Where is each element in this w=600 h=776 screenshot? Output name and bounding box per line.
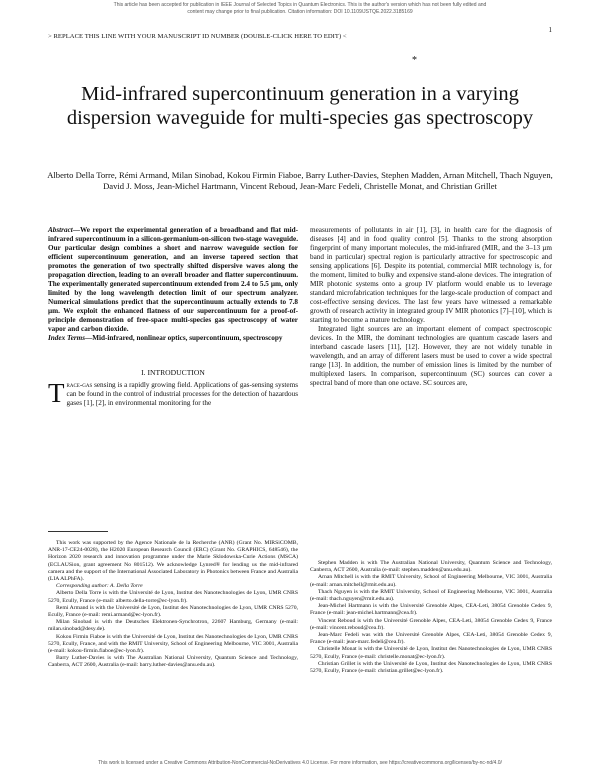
footnote-divider <box>48 531 108 532</box>
footnotes-right <box>310 560 552 675</box>
publication-notice-line2: content may change prior to final publication. Citation information: DOI 10.1109/JSTQE.2022.3185169 <box>187 9 413 15</box>
abstract-text: —We report the experimental generation of a broadband and flat mid-infrared supercontinuum in a silicon-germanium-on-silicon two-stage waveguide. Our particular design combines a short and narrow waveguide section for efficient supercontinuum generation, and an inverse tapered section that promotes the generation of two spectrally shifted dispersive waves along the propagation direction, leading to an overall broader and flatter supercontinuum. The experimentally generated supercontinuum extended from 2.4 to 5.5 µm, only limited by the long wavelength detection limit of our spectrum analyzer. Numerical simulations predict that the supercontinuum actually extends to 7.8 µm. We exploit the enhanced flatness of our supercontinuum for a proof-of-principle demonstration of free-space multi-species gas spectroscopy of water vapor and carbon dioxide. <box>48 226 298 333</box>
paper-title: Mid-infrared supercontinuum generation in a varying dispersion waveguide for multi-species gas spectroscopy <box>66 83 534 129</box>
asterisk-mark: * <box>412 55 417 66</box>
abstract <box>48 226 298 334</box>
body-paragraph: measurements of pollutants in air [1], [3], in health care for the diagnosis of diseases [4] and in food quality control [5]. Thanks to the strong absorption fingerprint of many important molecules, the mid-infrared (MIR, and the 3–13 µm band in particular) spectral region is particularly attractive for spectroscopic and sensing applications [6]. Despite its potential, commercial MIR technology is, for the moment, limited to bulky and expensive stand-alone devices. The integration of MIR photonic systems onto a group IV platform would enable us to leverage standard microfabrication techniques for the large-scale production of compact and cost-effective sensing devices. The last few years have witnessed a remarkable growth of research activity in integrated group IV MIR photonics [7]–[10], which is starting to become a mature technology. <box>310 226 552 324</box>
footnote: Corresponding author: A. Della Torre <box>56 583 143 590</box>
right-column-body <box>310 226 552 388</box>
footnote: Christelle Monat is with the Université de Lyon, Institut des Nanotechnologies de Lyon, UMR CNRS 5270, Ecully, France (e-mail: christelle.monat@ec-lyon.fr). <box>310 646 552 660</box>
footnote: Milan Sinobad is with the Deutsches Elektronen-Synchrotron, 22607 Hamburg, Germany (e-mail: milan.sinobad@desy.de). <box>48 619 298 633</box>
manuscript-id-placeholder[interactable]: > REPLACE THIS LINE WITH YOUR MANUSCRIPT ID NUMBER (DOUBLE-CLICK HERE TO EDIT) < <box>48 33 347 40</box>
footnote: Jean-Michel Hartmann is with the Université Grenoble Alpes, CEA-Leti, 38054 Grenoble Cedex 9, France (e-mail: jean-michel.hartmann@cea.fr). <box>310 603 552 617</box>
footnote: Jean-Marc Fedeli was with the Université Grenoble Alpes, CEA-Leti, 38054 Grenoble Cedex 9, France (e-mail: jean-marc.fedeli@cea.fr). <box>310 632 552 646</box>
section-heading: I. INTRODUCTION <box>141 368 205 377</box>
footnotes-left <box>48 540 298 670</box>
publication-notice-line1: This article has been accepted for publication in IEEE Journal of Selected Topics in Quantum Electronics. This is the author's version which has not been fully edited and <box>113 2 487 8</box>
footnote: Thach Nguyen is with the RMIT University, School of Engineering Melbourne, VIC 3001, Australia (e-mail: thach.nguyen@rmit.edu.au). <box>310 588 552 603</box>
footnote: Barry Luther-Davies is with The Australian National University, Quantum Science and Technology, Canberra, ACT 2600, Australia (e-mail: barry.luther-davies@anu.edu.au). <box>48 655 298 669</box>
footnote: Christian Grillet is with the Université de Lyon, Institut des Nanotechnologies de Lyon, UMR CNRS 5270, Ecully, France (e-mail: christian.grillet@ec-lyon.fr). <box>310 660 552 675</box>
index-terms-label: Index Terms <box>48 334 86 342</box>
publication-notice <box>0 2 600 16</box>
footnote: Arnan Mitchell is with the RMIT University, School of Engineering Melbourne, VIC 3001, Australia (e-mail: arnan.mitchell@rmit.edu.au). <box>310 574 552 588</box>
drop-cap: T <box>48 378 65 408</box>
footnote: Remi Armand is with the Université de Lyon, Institut des Nanotechnologies de Lyon, UMR CNRS 5270, Ecully, France (e-mail: remi.armand@ec-lyon.fr). <box>48 604 298 619</box>
body-paragraph: Integrated light sources are an important element of compact spectroscopic devices. In the MIR, the dominant technologies are quantum cascade lasers and interband cascade lasers [11], [12]. However, they are not widely tunable in wavelength, and an array of different lasers must be used to cover a wide spectral range [13]. In addition, the number of emission lines is limited by the number of multiplexed lasers. In comparison, supercontinuum (SC) sources can cover a spectral band of more than one octave. SC sources are, <box>310 325 552 387</box>
footnote: Alberto Della Torre is with the Université de Lyon, Institut des Nanotechnologies de Lyon, UMR CNRS 5270, Ecully, France (e-mail: alberto.della-torre@ec-lyon.fr). <box>48 590 298 604</box>
author-list: Alberto Della Torre, Rémi Armand, Milan Sinobad, Kokou Firmin Fiaboe, Barry Luther-Davies, Stephen Madden, Arnan Mitchell, Thach Nguyen, David J. Moss, Jean-Michel Hartmann, Vincent Reboud, Jean-Marc Fedeli, Christelle Monat, and Christian Grillet <box>47 170 553 192</box>
page-number: 1 <box>548 26 552 34</box>
abstract-label: Abstract <box>48 226 73 234</box>
intro-text: sensing is a rapidly growing field. Applications of gas-sensing systems can be found in the control of industrial processes for the detection of hazardous gases [1], [2], in environmental monitoring for the <box>66 381 298 407</box>
footnote: Vincent Reboud is with the Université Grenoble Alpes, CEA-Leti, 38054 Grenoble Cedex 9, France (e-mail: vincent.reboud@cea.fr). <box>310 617 552 631</box>
footnote: Kokou Firmin Fiaboe is with the Université de Lyon, Institut des Nanotechnologies de Lyon, UMR CNRS 5270, Ecully, France, and with the RMIT University, School of Engineering Melbourne, VIC 3001, Australia (e-mail: kokou-firmin.fiaboe@ec-lyon.fr). <box>48 633 298 655</box>
footnote: Stephen Madden is with The Australian National University, Quantum Science and Technology, Canberra, ACT 2600, Australia (e-mail: stephen.madden@anu.edu.au). <box>310 560 552 574</box>
introduction-paragraph <box>48 378 298 408</box>
footnote: This work was supported by the Agence Nationale de la Recherche (ANR) (Grant No. MIRSiCOMB, ANR-17-CE24-0028), the H2020 European Research Council (ERC) (Grant No. GRAPHICS, 648546), the Horizon 2020 research and innovation programme under the Marie Sklodowska-Curie Actions (MSCA) (ECLAUSion, grant agreement No 801512). We acknowledge Lynred® for lending us the mid-infrared camera and the support of the International Associated Laboratory in Photonics between France and Australia (LIA ALPhFA). <box>48 540 298 583</box>
index-terms <box>48 334 298 343</box>
index-terms-text: —Mid-infrared, nonlinear optics, supercontinuum, spectroscopy <box>85 334 283 342</box>
intro-smallcaps: race-gas <box>66 381 93 389</box>
license-footer: This work is licensed under a Creative Commons Attribution-NonCommercial-NoDerivatives 4.0 License. For more information, see https://creativecommons.org/licenses/by-nc-nd/4.0/ <box>98 760 502 766</box>
